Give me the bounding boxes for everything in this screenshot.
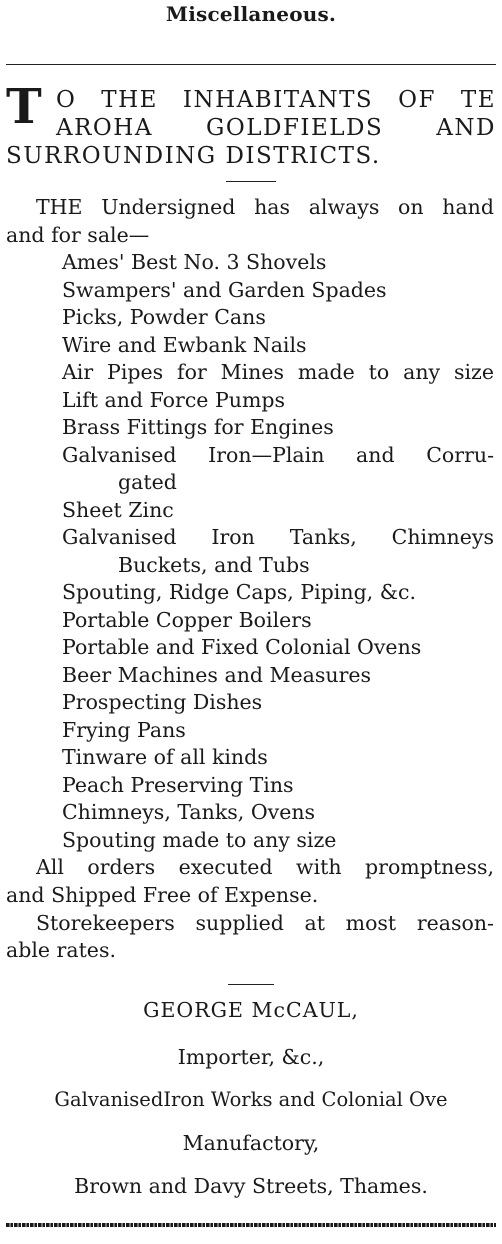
list-item: Air Pipes for Mines made to any size: [62, 360, 494, 384]
advertiser-trade: Importer, &c.,: [177, 1045, 325, 1069]
heading-line-1-text: O THE INHABITANTS OF TE: [56, 87, 496, 113]
advertiser-manufactory: Manufactory,: [182, 1131, 320, 1155]
list-item: Swampers' and Garden Spades: [62, 278, 387, 302]
heading-line-3: SURROUNDING DISTRICTS.: [6, 143, 381, 169]
list-item: Chimneys, Tanks, Ovens: [62, 800, 316, 824]
list-item: Wire and Ewbank Nails: [62, 333, 307, 357]
list-item: Sheet Zinc: [62, 498, 174, 522]
note-line: able rates.: [6, 938, 116, 962]
advertiser-address: Brown and Davy Streets, Thames.: [74, 1174, 428, 1198]
list-item: Galvanised Iron Tanks, Chimneys: [62, 525, 494, 549]
list-item: Spouting made to any size: [62, 828, 337, 852]
list-item: Spouting, Ridge Caps, Piping, &c.: [62, 580, 416, 604]
list-item: Picks, Powder Cans: [62, 305, 266, 329]
list-item-continuation: Buckets, and Tubs: [118, 553, 310, 577]
section-title: Miscellaneous.: [165, 2, 337, 26]
list-item: Portable and Fixed Colonial Ovens: [62, 635, 422, 659]
heading-line-2: [56, 115, 496, 141]
list-item: Prospecting Dishes: [62, 690, 263, 714]
list-item: Beer Machines and Measures: [62, 663, 372, 687]
list-item: Ames' Best No. 3 Shovels: [62, 250, 327, 274]
footer-rule: [6, 1223, 496, 1227]
divider-rule: [228, 984, 274, 985]
divider-rule: [226, 181, 276, 182]
advertiser-works: GalvanisedIron Works and Colonial Ove: [54, 1088, 448, 1111]
list-item-continuation: gated: [118, 470, 177, 494]
note-line: Storekeepers supplied at most reason-: [36, 911, 494, 935]
intro-line-2: and for sale—: [6, 223, 150, 247]
list-item: Brass Fittings for Engines: [62, 415, 334, 439]
note-line: All orders executed with promptness,: [36, 855, 494, 879]
list-item: Lift and Force Pumps: [62, 388, 286, 412]
heading-word: GOLDFIELDS: [206, 115, 384, 141]
heading-word: AROHA: [56, 115, 153, 141]
top-rule: [6, 64, 496, 65]
heading-line-1: [56, 87, 496, 113]
list-item: Peach Preserving Tins: [62, 773, 294, 797]
intro-line-1: THE Undersigned has always on hand: [36, 195, 494, 219]
list-item: Tinware of all kinds: [62, 745, 268, 769]
list-item: Frying Pans: [62, 718, 186, 742]
list-item: Portable Copper Boilers: [62, 608, 312, 632]
heading-word: AND: [436, 115, 496, 141]
list-item: Galvanised Iron—Plain and Corru-: [62, 443, 494, 467]
advertiser-name: GEORGE McCAUL,: [143, 998, 359, 1022]
note-line: and Shipped Free of Expense.: [6, 883, 319, 907]
drop-cap: T: [6, 79, 42, 135]
